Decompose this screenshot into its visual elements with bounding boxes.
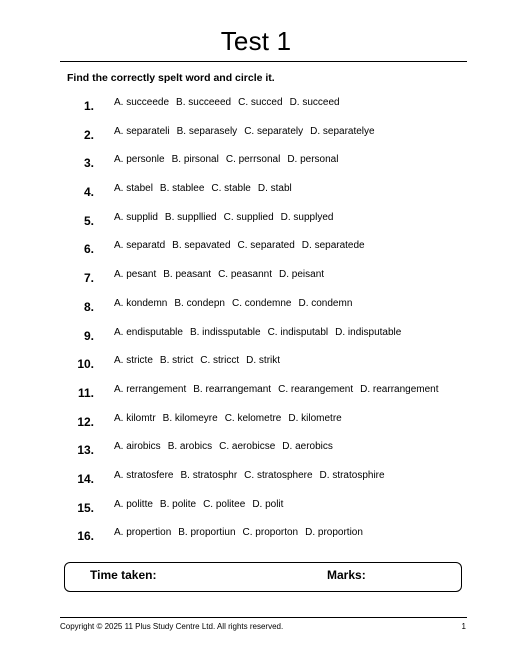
question-row xyxy=(0,350,512,379)
answer-option[interactable]: B. condepn xyxy=(174,297,225,309)
answer-option[interactable]: A. endisputable xyxy=(114,326,183,338)
page-title: Test 1 xyxy=(220,26,292,56)
answer-option[interactable]: C. aerobicse xyxy=(219,441,276,453)
answer-option[interactable]: D. supplyed xyxy=(280,211,334,223)
question-row xyxy=(0,149,512,178)
answer-option[interactable]: B. pirsonal xyxy=(171,154,219,166)
option-group xyxy=(114,413,349,424)
question-number: 5. xyxy=(83,213,94,228)
option-group xyxy=(114,240,372,251)
answer-option[interactable]: B. peasant xyxy=(163,269,212,281)
option-group xyxy=(114,384,446,395)
option-group xyxy=(114,97,347,108)
question-row xyxy=(0,465,512,494)
answer-option[interactable]: D. separatede xyxy=(301,240,365,252)
question-row xyxy=(0,408,512,437)
answer-option[interactable]: D. peisant xyxy=(279,269,325,281)
question-row xyxy=(0,379,512,408)
copyright-text: Copyright © 2025 11 Plus Study Centre Ltd. All rights reserved. xyxy=(60,622,284,631)
question-row xyxy=(0,494,512,523)
question-number: 3. xyxy=(83,156,94,171)
question-row xyxy=(0,522,512,551)
answer-option[interactable]: D. kilometre xyxy=(288,412,342,424)
answer-option[interactable]: C. separately xyxy=(244,125,304,137)
answer-option[interactable]: B. proportiun xyxy=(178,527,236,539)
answer-option[interactable]: D. strikt xyxy=(246,355,281,367)
answer-option[interactable]: D. proportion xyxy=(305,527,363,539)
answer-option[interactable]: C. separated xyxy=(237,240,295,252)
question-row xyxy=(0,207,512,236)
question-number: 8. xyxy=(83,299,94,314)
question-number: 9. xyxy=(83,328,94,343)
answer-option[interactable]: D. aerobics xyxy=(282,441,333,453)
answer-option[interactable]: A. airobics xyxy=(114,441,161,453)
question-row xyxy=(0,235,512,264)
answer-box xyxy=(64,562,462,592)
question-row xyxy=(0,436,512,465)
instruction-text: Find the correctly spelt word and circle it. xyxy=(67,72,275,84)
answer-option[interactable]: A. stabel xyxy=(114,183,153,195)
answer-option[interactable]: C. stricct xyxy=(200,355,240,367)
question-number: 15. xyxy=(77,500,94,515)
question-number: 10. xyxy=(77,357,94,372)
title-divider xyxy=(60,61,467,62)
answer-option[interactable]: C. stable xyxy=(211,183,251,195)
answer-option[interactable]: A. kilomtr xyxy=(114,412,156,424)
question-row xyxy=(0,178,512,207)
question-list xyxy=(0,92,512,551)
question-row xyxy=(0,264,512,293)
option-group xyxy=(114,183,299,194)
answer-option[interactable]: A. separatd xyxy=(114,240,166,252)
answer-option[interactable]: A. succeede xyxy=(114,97,170,108)
answer-option[interactable]: B. arobics xyxy=(167,441,213,453)
question-number: 11. xyxy=(77,385,94,400)
marks-label: Marks: xyxy=(327,568,366,582)
page-number: 1 xyxy=(461,622,466,631)
answer-option[interactable]: D. stratosphire xyxy=(319,469,385,481)
answer-option[interactable]: D. rearrangement xyxy=(360,383,439,395)
answer-option[interactable]: D. stabl xyxy=(257,183,292,195)
answer-option[interactable]: C. supplied xyxy=(223,211,274,223)
question-number: 16. xyxy=(77,529,94,544)
answer-option[interactable]: D. succeed xyxy=(289,97,340,108)
answer-option[interactable]: A. stricte xyxy=(114,355,153,367)
answer-option[interactable]: B. sepavated xyxy=(172,240,231,252)
answer-option[interactable]: C. peasannt xyxy=(218,269,273,281)
question-number: 4. xyxy=(83,185,94,200)
answer-option[interactable]: B. suppllied xyxy=(164,211,217,223)
answer-option[interactable]: A. stratosfere xyxy=(114,469,174,481)
answer-option[interactable]: D. separatelye xyxy=(310,125,375,137)
option-group xyxy=(114,327,408,338)
answer-option[interactable]: C. kelometre xyxy=(224,412,282,424)
option-group xyxy=(114,269,331,280)
answer-option[interactable]: A. propertion xyxy=(114,527,172,539)
option-group xyxy=(114,126,382,137)
footer-divider xyxy=(60,617,467,618)
answer-option[interactable]: A. rerrangement xyxy=(114,383,187,395)
answer-option[interactable]: B. strict xyxy=(159,355,194,367)
option-group xyxy=(114,499,290,510)
option-group xyxy=(114,212,340,223)
question-row xyxy=(0,322,512,351)
answer-option[interactable]: B. kilomeyre xyxy=(162,412,218,424)
answer-option[interactable]: B. stratosphr xyxy=(180,469,238,481)
answer-option[interactable]: B. rearrangemant xyxy=(193,383,272,395)
answer-option[interactable]: C. rearangement xyxy=(278,383,354,395)
answer-option[interactable]: C. condemne xyxy=(231,297,292,309)
answer-option[interactable]: C. proporton xyxy=(242,527,299,539)
answer-option[interactable]: D. indisputable xyxy=(335,326,402,338)
option-group xyxy=(114,355,287,366)
question-row xyxy=(0,121,512,150)
answer-option[interactable]: A. pesant xyxy=(114,269,157,281)
answer-option[interactable]: A. personle xyxy=(114,154,165,166)
answer-option[interactable]: B. succeeed xyxy=(176,97,232,108)
answer-option[interactable]: B. polite xyxy=(159,498,197,510)
answer-option[interactable]: D. personal xyxy=(287,154,339,166)
answer-option[interactable]: A. supplid xyxy=(114,211,158,223)
question-number: 2. xyxy=(83,127,94,142)
question-number: 12. xyxy=(77,414,94,429)
time-taken-label: Time taken: xyxy=(90,568,157,582)
answer-option[interactable]: A. kondemn xyxy=(114,297,168,309)
answer-option[interactable]: A. separateli xyxy=(114,125,170,137)
question-number: 6. xyxy=(83,242,94,257)
answer-option[interactable]: C. perrsonal xyxy=(225,154,281,166)
option-group xyxy=(114,441,340,452)
option-group xyxy=(114,527,370,538)
option-group xyxy=(114,298,359,309)
answer-option[interactable]: B. stablee xyxy=(159,183,205,195)
question-row xyxy=(0,92,512,121)
answer-option[interactable]: C. succed xyxy=(238,97,283,108)
question-row xyxy=(0,293,512,322)
answer-option[interactable]: C. stratosphere xyxy=(244,469,313,481)
question-number: 1. xyxy=(83,99,94,113)
option-group xyxy=(114,154,345,165)
question-number: 13. xyxy=(77,443,94,458)
answer-option[interactable]: D. condemn xyxy=(298,297,353,309)
answer-option[interactable]: D. polit xyxy=(252,498,284,510)
answer-option[interactable]: C. politee xyxy=(203,498,246,510)
question-number: 14. xyxy=(77,471,94,486)
answer-option[interactable]: B. indissputable xyxy=(189,326,261,338)
answer-option[interactable]: C. indisputabl xyxy=(267,326,329,338)
answer-option[interactable]: A. politte xyxy=(114,498,153,510)
question-number: 7. xyxy=(83,271,94,286)
option-group xyxy=(114,470,392,481)
answer-option[interactable]: B. separasely xyxy=(176,125,238,137)
